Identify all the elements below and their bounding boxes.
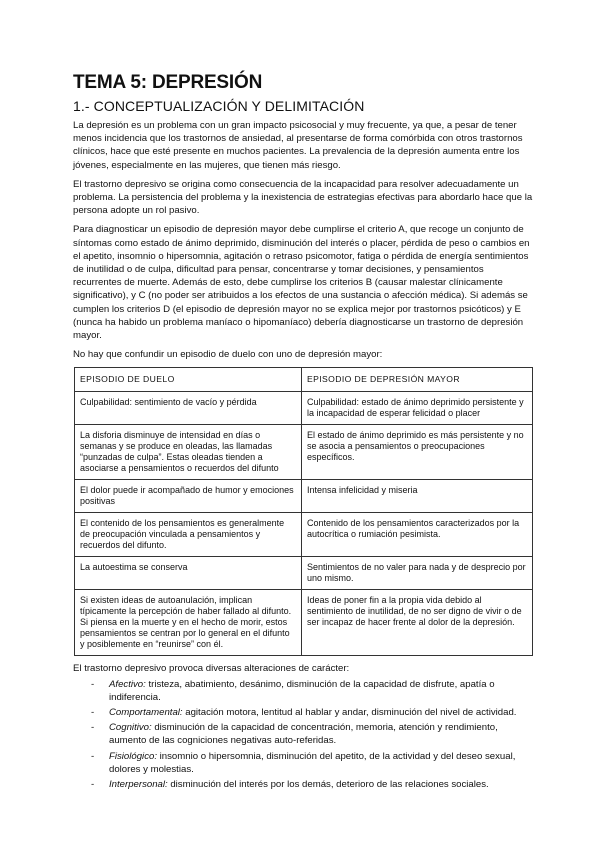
table-cell-depression: Intensa infelicidad y miseria <box>302 480 533 513</box>
paragraph-intro: La depresión es un problema con un gran impacto psicosocial y muy frecuente, ya que, a pesar de tener menos incidencia que los trastornos de ansiedad, al presentarse de forma comórbida con otros trastornos clínicos, hace que esté presente en muchos pacientes. La prevalencia de la depresión aumenta entre los jóvenes, especialmente en las mujeres, que tienen más riesgo. <box>73 120 523 171</box>
header-depression: EPISODIO DE DEPRESIÓN MAYOR <box>302 368 533 392</box>
table-cell-grief: El dolor puede ir acompañado de humor y emociones positivas <box>75 480 302 513</box>
alteration-text: disminución de la capacidad de concentración, memoria, atención y rendimiento, aumento de las cogniciones negativas auto-referidas. <box>109 722 498 747</box>
alterations-intro: El trastorno depresivo provoca diversas alteraciones de carácter: <box>73 663 350 675</box>
table-cell-grief: Si existen ideas de autoanulación, implican típicamente la percepción de haber fallado al difunto. Si piensa en la muerte y en el hecho de morir, estos pensamientos se centran por lo general en el difunto y posiblemente en “reunirse” con él. <box>75 590 302 656</box>
table-cell-grief: Culpabilidad: sentimiento de vacío y pérdida <box>75 392 302 425</box>
alteration-label: Interpersonal: <box>109 779 168 791</box>
table-cell-depression: Ideas de poner fin a la propia vida debido al sentimiento de inutilidad, de no ser digno de vivir o de ser incapaz de hacer frente al dolor de la depresión. <box>302 590 533 656</box>
table-cell-depression: Sentimientos de no valer para nada y de desprecio por uno mismo. <box>302 557 533 590</box>
table-cell-grief: La autoestima se conserva <box>75 557 302 590</box>
alteration-label: Fisiológico: <box>109 750 157 762</box>
list-item <box>73 750 533 776</box>
list-item <box>73 706 533 719</box>
section-heading: 1.- CONCEPTUALIZACIÓN Y DELIMITACIÓN <box>73 98 365 114</box>
document-title: TEMA 5: DEPRESIÓN <box>73 72 263 93</box>
table-row <box>75 513 533 557</box>
table-row <box>75 590 533 656</box>
paragraph-origin: El trastorno depresivo se origina como consecuencia de la incapacidad para resolver adecuadamente un problema. La persistencia del problema y la inexistencia de estrategias efectivas para abordarlo hace que la persona adopte un rol pasivo. <box>73 178 533 217</box>
table-row <box>75 392 533 425</box>
table-cell-depression: Culpabilidad: estado de ánimo deprimido persistente y la incapacidad de esperar felicidad o placer <box>302 392 533 425</box>
table-row <box>75 480 533 513</box>
bullet-dash: - <box>91 750 95 762</box>
alteration-label: Cognitivo: <box>109 722 152 734</box>
table-cell-depression: Contenido de los pensamientos caracterizados por la autocrítica o rumiación pesimista. <box>302 513 533 557</box>
alterations-list <box>73 678 533 792</box>
table-cell-depression: El estado de ánimo deprimido es más persistente y no se asocia a pensamientos o preocupaciones específicos. <box>302 425 533 480</box>
list-item <box>73 778 533 791</box>
bullet-dash: - <box>91 779 95 791</box>
alteration-text: tristeza, abatimiento, desánimo, disminución de la capacidad de disfrute, apatía o indiferencia. <box>109 678 495 703</box>
header-grief: EPISODIO DE DUELO <box>75 368 302 392</box>
alteration-label: Comportamental: <box>109 707 183 719</box>
alteration-text: insomnio o hipersomnia, disminución del apetito, de la actividad y del deseo sexual, dolores y molestias. <box>109 750 516 775</box>
bullet-dash: - <box>91 678 95 690</box>
list-item <box>73 678 533 704</box>
document-body <box>73 119 533 793</box>
paragraph-table-intro: No hay que confundir un episodio de duelo con uno de depresión mayor: <box>73 349 383 361</box>
alteration-text: disminución del interés por los demás, deterioro de las relaciones sociales. <box>167 779 489 791</box>
bullet-dash: - <box>91 722 95 734</box>
table-cell-grief: La disforia disminuye de intensidad en días o semanas y se produce en oleadas, las llamadas “punzadas de culpa”. Estas oleadas tienden a asociarse a pensamientos o recuerdos del difunto <box>75 425 302 480</box>
table-header-row <box>75 368 533 392</box>
comparison-table <box>74 367 533 656</box>
table-cell-grief: El contenido de los pensamientos es generalmente de preocupación vinculada a pensamientos y recuerdos del difunto. <box>75 513 302 557</box>
table-row <box>75 425 533 480</box>
list-item <box>73 721 533 747</box>
table-row <box>75 557 533 590</box>
alteration-label: Afectivo: <box>109 678 146 690</box>
bullet-dash: - <box>91 707 95 719</box>
alteration-text: agitación motora, lentitud al hablar y andar, disminución del nivel de actividad. <box>182 707 517 719</box>
paragraph-diagnosis: Para diagnosticar un episodio de depresión mayor debe cumplirse el criterio A, que recoge un conjunto de síntomas como estado de ánimo deprimido, disminución del interés o placer, pérdida de peso o cambios en el apetito, insomnio o hipersomnia, agitación o retraso psicomotor, fatiga o pérdida de energía sentimientos de inutilidad o de culpa, dificultad para pensar, concentrarse y tomar decisiones, y pensamientos recurrentes de muerte. Además de esto, debe cumplirse los criterios B (causar malestar clínicamente significativo), y C (no poder ser atribuidos a los efectos de una sustancia o afección médica). Si además se cumplen los criterios D (el episodio de depresión mayor no se explica mejor por trastornos psicóticos) y E (nunca ha habido un problema maníaco o hipomaníaco) debería diagnosticarse un trastorno de depresión mayor. <box>73 224 530 342</box>
